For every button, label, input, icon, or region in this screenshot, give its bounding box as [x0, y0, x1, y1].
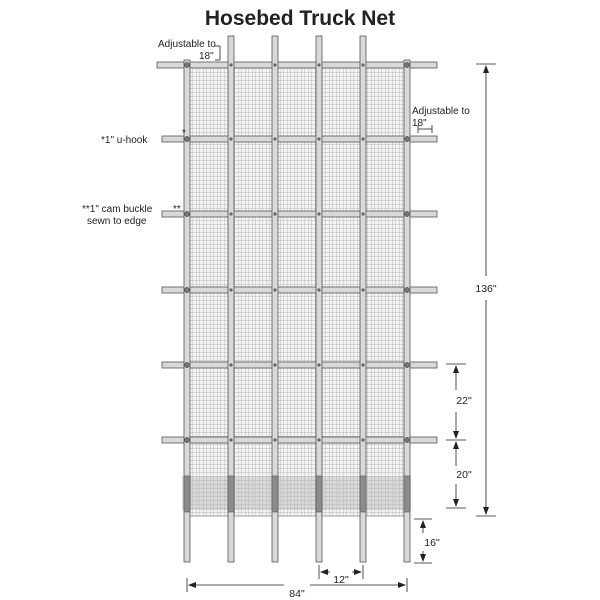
- overall-height-label: 136": [475, 283, 497, 295]
- horizontal-strap: [157, 62, 437, 68]
- strap-junction: [361, 137, 364, 140]
- strap-junction: [229, 438, 232, 441]
- strap-length-label: 16": [424, 537, 440, 549]
- diagram-title: Hosebed Truck Net: [204, 7, 396, 30]
- strap-junction: [229, 137, 232, 140]
- adjustable-top-line2: 18": [199, 51, 214, 62]
- u-hook-point: [404, 362, 409, 367]
- horizontal-strap: [162, 136, 437, 142]
- strap-junction: [317, 212, 320, 215]
- cam-buckle-marker: **: [173, 204, 181, 215]
- u-hook-marker: *: [182, 128, 186, 139]
- horizontal-strap: [162, 211, 437, 217]
- cam-buckle-line2: sewn to edge: [87, 216, 147, 227]
- buckle-band: [182, 476, 411, 510]
- strap-junction: [273, 212, 276, 215]
- strap-junction: [229, 363, 232, 366]
- u-hook-point: [184, 62, 189, 67]
- u-hook-point: [404, 62, 409, 67]
- u-hook-point: [184, 287, 189, 292]
- strap-junction: [361, 288, 364, 291]
- annotation-adjustable-right: [412, 106, 470, 133]
- strap-junction: [273, 137, 276, 140]
- u-hook-point: [404, 437, 409, 442]
- horizontal-strap: [162, 287, 437, 293]
- u-hook-point: [184, 362, 189, 367]
- u-hook-point: [404, 136, 409, 141]
- strap-junction: [317, 363, 320, 366]
- strap-junction: [361, 438, 364, 441]
- strap-junction: [317, 438, 320, 441]
- dimension-strap-length: [414, 519, 440, 563]
- u-hook-point: [184, 211, 189, 216]
- u-hook-point: [404, 287, 409, 292]
- strap-junction: [361, 212, 364, 215]
- row-spacing-label: 22": [456, 395, 472, 407]
- column-spacing-label: 12": [333, 574, 349, 586]
- strap-junction: [273, 438, 276, 441]
- u-hook-point: [404, 211, 409, 216]
- adjustable-right-line2: 18": [412, 118, 427, 129]
- cam-buckle-segment: [404, 476, 410, 512]
- cam-buckle-segment: [184, 476, 190, 512]
- strap-junction: [317, 63, 320, 66]
- strap-junction: [229, 63, 232, 66]
- cam-buckle-segment: [316, 476, 322, 512]
- cam-buckle-segment: [228, 476, 234, 512]
- strap-junction: [229, 212, 232, 215]
- cam-buckle-segment: [272, 476, 278, 512]
- u-hook-point: [184, 437, 189, 442]
- dimension-bottom-section: [446, 442, 472, 508]
- strap-junction: [361, 63, 364, 66]
- strap-junction: [317, 137, 320, 140]
- cam-buckle-line1: **1" cam buckle: [82, 204, 153, 215]
- dimension-column-spacing: [319, 565, 363, 586]
- adjustable-top-line1: Adjustable to: [158, 39, 216, 50]
- cam-buckle-segment: [360, 476, 366, 512]
- horizontal-strap: [162, 362, 437, 368]
- strap-junction: [273, 63, 276, 66]
- horizontal-strap: [162, 437, 437, 443]
- bottom-section-label: 20": [456, 469, 472, 481]
- overall-width-label: 84": [289, 588, 305, 600]
- strap-junction: [361, 363, 364, 366]
- dimension-overall-width: [187, 578, 407, 600]
- strap-junction: [317, 288, 320, 291]
- u-hook-label: *1" u-hook: [101, 135, 148, 146]
- dimension-overall-height: [475, 64, 497, 516]
- dimension-row-spacing: [446, 364, 472, 440]
- strap-junction: [229, 288, 232, 291]
- annotation-adjustable-top: [158, 39, 220, 62]
- strap-junction: [273, 288, 276, 291]
- strap-junction: [273, 363, 276, 366]
- adjustable-right-line1: Adjustable to: [412, 106, 470, 117]
